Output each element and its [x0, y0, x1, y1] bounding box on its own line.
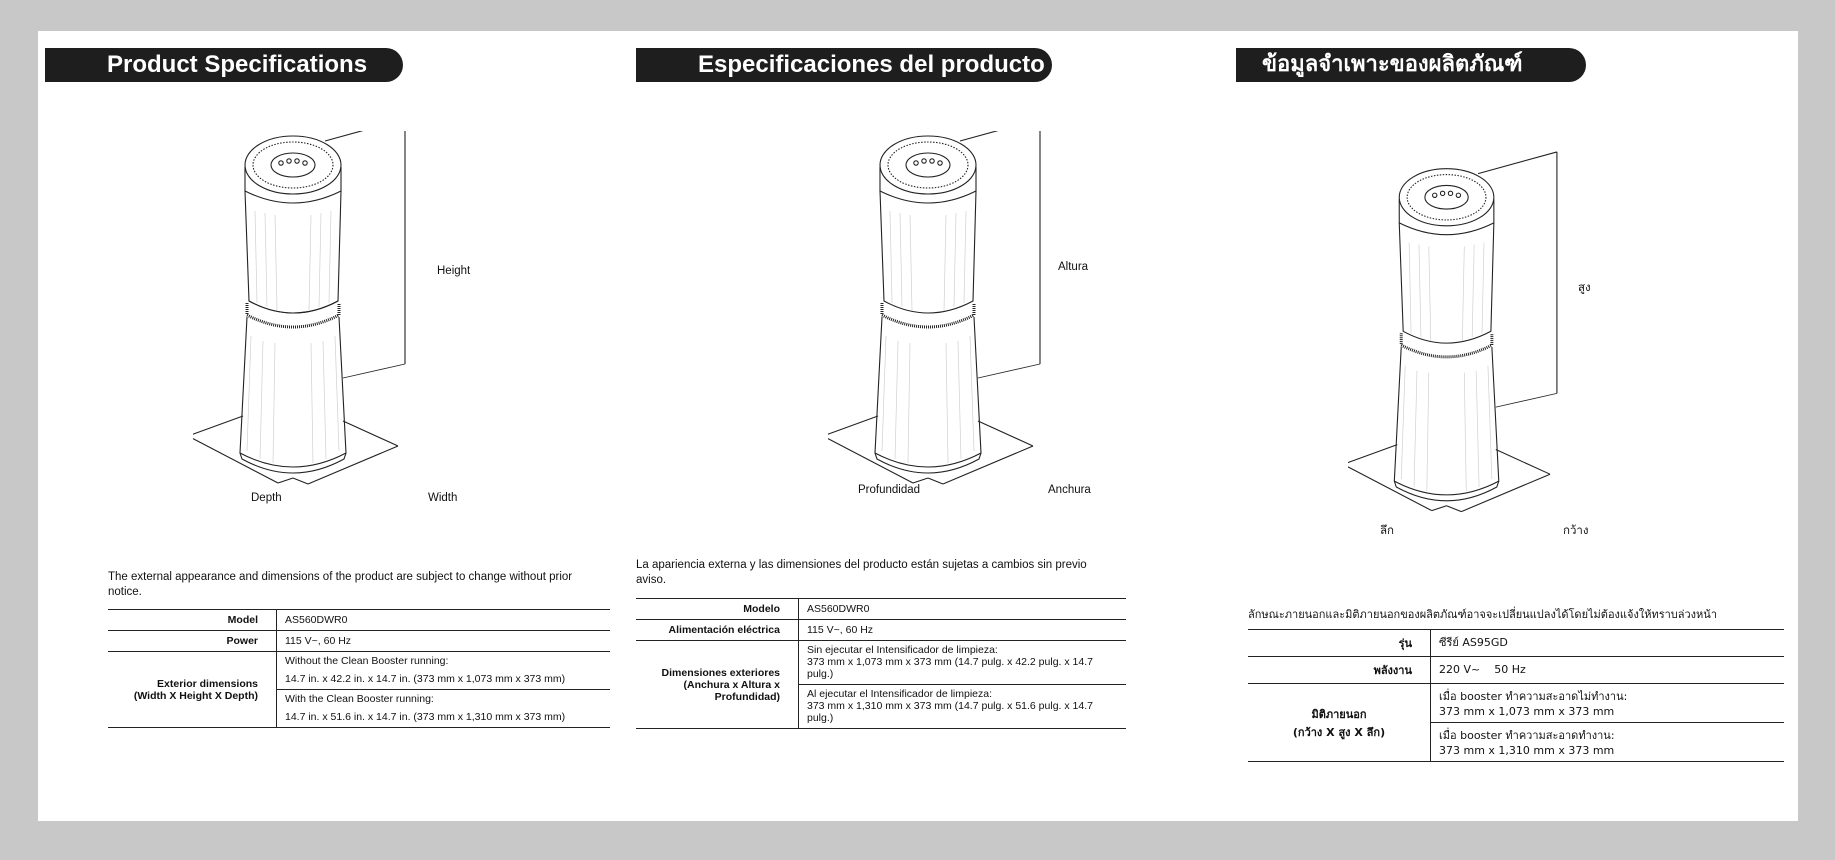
dimensions-row: [1248, 684, 1784, 762]
dimensions-row: [636, 641, 1126, 729]
english-section: [38, 31, 618, 821]
model-label: รุ่น: [1248, 630, 1431, 657]
spec-table: [636, 598, 1126, 729]
depth-label: Profundidad: [858, 484, 921, 496]
spec-table: [108, 609, 610, 728]
power-row: [1248, 657, 1784, 684]
thai-section: [1228, 31, 1798, 821]
notice-text: The external appearance and dimensions of the product are subject to change without prior notice.: [108, 571, 573, 598]
power-value: 115 V~, 60 Hz: [277, 631, 611, 652]
booster-on-dimensions: Al ejecutar el Intensificador de limpieza: 373 mm x 1,310 mm x 373 mm (14.7 pulg. x 51.6 pulg. x 14.7 pulg.): [807, 688, 1093, 724]
dimensions-value: [277, 652, 611, 728]
model-row: [108, 610, 610, 631]
spec-table: [1248, 629, 1784, 762]
notice-text: ลักษณะภายนอกและมิติภายนอกของผลิตภัณฑ์อาจจะเปลี่ยนแปลงได้โดยไม่ต้องแจ้งให้ทราบล่วงหน้า: [1248, 608, 1718, 621]
section-title: Especificaciones del producto: [636, 48, 1052, 82]
dimensions-label: มิติภายนอก (กว้าง X สูง X ลึก): [1248, 684, 1431, 762]
model-label: Modelo: [636, 599, 799, 620]
power-label: พลังงาน: [1248, 657, 1431, 684]
depth-label: Depth: [251, 492, 282, 504]
height-label: Height: [437, 265, 471, 277]
model-row: [1248, 630, 1784, 657]
purifier-diagram: [193, 131, 538, 491]
booster-off-dimensions: Sin ejecutar el Intensificador de limpieza: 373 mm x 1,073 mm x 373 mm (14.7 pulg. x 42.2 pulg. x 14.7 pulg.): [799, 641, 1126, 685]
depth-label: ลึก: [1380, 523, 1395, 537]
width-label: กว้าง: [1563, 523, 1589, 537]
width-label: Anchura: [1048, 484, 1091, 496]
section-title: Product Specifications: [45, 48, 403, 82]
power-label: Alimentación eléctrica: [636, 620, 799, 641]
power-row: [108, 631, 610, 652]
model-label: Model: [108, 610, 277, 631]
model-value: AS560DWR0: [799, 599, 1127, 620]
dimensions-value: [799, 641, 1127, 729]
section-title: ข้อมูลจำเพาะของผลิตภัณฑ์: [1236, 48, 1586, 82]
height-label: สูง: [1578, 280, 1591, 294]
booster-off-dimensions: Without the Clean Booster running: 14.7 in. x 42.2 in. x 14.7 in. (373 mm x 1,073 mm x 373 mm): [277, 652, 610, 690]
dimensions-row: [108, 652, 610, 728]
purifier-diagram: [828, 131, 1173, 491]
power-value: 115 V~, 60 Hz: [799, 620, 1127, 641]
booster-on-dimensions: With the Clean Booster running: 14.7 in. x 51.6 in. x 14.7 in. (373 mm x 1,310 mm x 373 mm): [285, 693, 566, 723]
power-row: [636, 620, 1126, 641]
booster-off-dimensions: เมื่อ booster ทำความสะอาดไม่ทำงาน: 373 mm x 1,073 mm x 373 mm: [1431, 684, 1784, 723]
model-value: ซีรีย์ AS95GD: [1431, 630, 1785, 657]
notice-text: La apariencia externa y las dimensiones del producto están sujetas a cambios sin previo aviso.: [636, 559, 1087, 586]
dimensions-label: Exterior dimensions (Width X Height X Depth): [108, 652, 277, 728]
width-label: Width: [428, 492, 458, 504]
booster-on-dimensions: เมื่อ booster ทำความสะอาดทำงาน: 373 mm x 1,310 mm x 373 mm: [1439, 729, 1615, 757]
model-value: AS560DWR0: [277, 610, 611, 631]
power-value: 220 V~ 50 Hz: [1431, 657, 1785, 684]
model-row: [636, 599, 1126, 620]
power-label: Power: [108, 631, 277, 652]
height-label: Altura: [1058, 261, 1089, 273]
spanish-section: [628, 31, 1218, 821]
dimensions-label: Dimensiones exteriores (Anchura x Altura x Profundidad): [636, 641, 799, 729]
dimensions-value: [1431, 684, 1785, 762]
spec-sheet: [38, 31, 1798, 821]
purifier-diagram: [1348, 141, 1688, 561]
